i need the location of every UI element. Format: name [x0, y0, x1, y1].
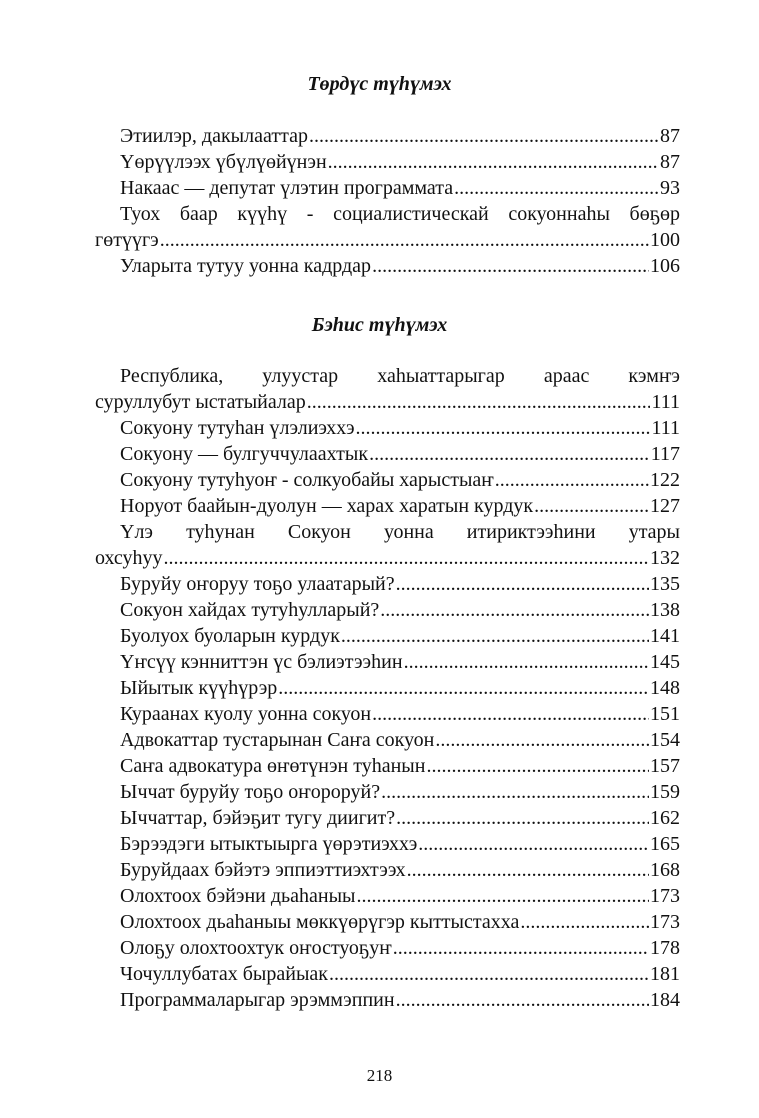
toc-entry-first-line: Туох баар күүһү - социалистическай сокуоннаһы бөҕөр	[120, 203, 680, 225]
toc-entry-title: Накаас — депутат үлэтин программата	[120, 177, 454, 199]
toc-entry	[95, 123, 680, 149]
toc-entry	[95, 441, 680, 467]
leader-dots	[357, 883, 650, 909]
leader-dots	[278, 675, 649, 701]
toc-entry-title: Буруйдаах бэйэтэ эппиэттиэхтээх	[120, 859, 406, 881]
toc-page-number: 93	[660, 177, 680, 199]
toc-entry-title: Адвокаттар тустарынан Саҥа сокуон	[120, 729, 435, 751]
toc-entry-title: Сокуону тутуһуоҥ - солкуобайы харыстыаҥ	[120, 469, 494, 491]
toc-entry	[95, 727, 680, 753]
toc-entry-title: гөтүүгэ	[95, 229, 159, 251]
toc-entry	[95, 519, 680, 571]
toc-page-number: 159	[650, 781, 680, 803]
toc-page-number: 151	[650, 703, 680, 725]
toc-page-number: 87	[660, 125, 680, 147]
toc-entry	[95, 649, 680, 675]
toc-page-number: 154	[650, 729, 680, 751]
toc-page-number: 135	[650, 573, 680, 595]
leader-dots	[372, 253, 649, 279]
toc-entry-title: Кураанах куолу уонна сокуон	[120, 703, 372, 725]
leader-dots	[160, 227, 649, 253]
leader-dots	[520, 909, 649, 935]
toc-page-number: 141	[650, 625, 680, 647]
leader-dots	[356, 415, 651, 441]
toc-page-number: 138	[650, 599, 680, 621]
toc-entry	[95, 363, 680, 415]
toc-entry	[95, 805, 680, 831]
toc-entry	[95, 493, 680, 519]
leader-dots	[435, 727, 649, 753]
leader-dots	[426, 753, 649, 779]
toc-page-number: 145	[650, 651, 680, 673]
toc-page-number: 132	[650, 547, 680, 569]
toc-entry-title: суруллубут ыстатыйалар	[95, 391, 306, 413]
leader-dots	[396, 987, 649, 1013]
leader-dots	[309, 123, 659, 149]
toc-entry	[95, 597, 680, 623]
leader-dots	[369, 441, 650, 467]
toc-page-number: 162	[650, 807, 680, 829]
toc-entry	[95, 753, 680, 779]
toc-page-number: 122	[650, 469, 680, 491]
toc-entry	[95, 149, 680, 175]
toc-entry-title: Олохтоох дьаһаныы мөккүөрүгэр кыттыстахха	[120, 911, 520, 933]
leader-dots	[407, 857, 649, 883]
toc-entry-title: Сокуону — булгуччулаахтык	[120, 443, 369, 465]
toc-entry	[95, 779, 680, 805]
toc-page-number: 157	[650, 755, 680, 777]
toc-page-number: 168	[650, 859, 680, 881]
leader-dots	[495, 467, 649, 493]
toc-entry	[95, 961, 680, 987]
toc-entry-title: Уларыта тутуу уонна кадрдар	[120, 255, 372, 277]
leader-dots	[396, 571, 649, 597]
leader-dots	[380, 597, 649, 623]
section-title: Төрдүс түһүмэх	[307, 73, 452, 95]
toc-entry-title: Ыйытык күүһүрэр	[120, 677, 278, 699]
leader-dots	[393, 935, 649, 961]
leader-dots	[454, 175, 659, 201]
toc-entry-title: Олоҕу олохтоохтук оҥостуоҕуҥ	[120, 937, 392, 959]
toc-entry-title: Буруйу оҥоруу тоҕо улаатарый?	[120, 573, 395, 595]
leader-dots	[404, 649, 649, 675]
toc-entry	[95, 987, 680, 1013]
toc-entry	[95, 675, 680, 701]
leader-dots	[328, 149, 659, 175]
toc-page-number: 173	[650, 885, 680, 907]
toc-entry-title: Ыччаттар, бэйэҕит тугу диигит?	[120, 807, 396, 829]
leader-dots	[164, 545, 649, 571]
toc-entry-title: Этиилэр, дакылааттар	[120, 125, 308, 147]
toc-page-number: 111	[651, 391, 680, 413]
table-of-contents	[95, 123, 680, 279]
toc-entry-first-line: Республика, улуустар хаһыаттарыгар араас кэмҥэ	[120, 365, 680, 387]
toc-entry-title: Үөрүүлээх үбүлүөйүнэн	[120, 151, 327, 173]
leader-dots	[396, 805, 649, 831]
toc-entry-title: Программаларыгар эрэммэппин	[120, 989, 395, 1011]
toc-page-number: 117	[650, 443, 680, 465]
toc-entry	[95, 571, 680, 597]
table-of-contents	[95, 363, 680, 1013]
toc-entry	[95, 935, 680, 961]
toc-entry	[95, 415, 680, 441]
leader-dots	[418, 831, 649, 857]
toc-entry-title: Олохтоох бэйэни дьаһаныы	[120, 885, 356, 907]
toc-entry	[95, 201, 680, 253]
leader-dots	[329, 961, 649, 987]
toc-entry-title: Норуот баайын-дуолун — харах харатын курдук	[120, 495, 534, 517]
toc-entry	[95, 831, 680, 857]
toc-page-number: 181	[650, 963, 680, 985]
toc-page-number: 111	[651, 417, 680, 439]
toc-page-number: 184	[650, 989, 680, 1011]
toc-entry	[95, 467, 680, 493]
toc-entry-title: Ыччат буруйу тоҕо оҥороруй?	[120, 781, 381, 803]
toc-entry-title: Чочуллубатах бырайыак	[120, 963, 328, 985]
toc-page-number: 127	[650, 495, 680, 517]
toc-page-number: 173	[650, 911, 680, 933]
toc-entry-title: Үҥсүү кэнниттэн үс бэлиэтээһин	[120, 651, 403, 673]
toc-entry	[95, 175, 680, 201]
toc-entry-first-line: Үлэ туһунан Сокуон уонна итириктээһини утары	[120, 521, 680, 543]
toc-entry-title: Сокуон хайдах тутуһулларый?	[120, 599, 380, 621]
toc-entry	[95, 857, 680, 883]
page-number: 218	[366, 1066, 393, 1085]
toc-page-number: 148	[650, 677, 680, 699]
toc-entry	[95, 253, 680, 279]
leader-dots	[307, 389, 651, 415]
section-title: Бэһис түһүмэх	[311, 314, 448, 336]
toc-entry-title: Сокуону тутуһан үлэлиэххэ	[120, 417, 355, 439]
toc-entry-title: охсуһуу	[95, 547, 163, 569]
toc-entry	[95, 909, 680, 935]
toc-entry	[95, 883, 680, 909]
toc-entry-title: Саҥа адвокатура өҥөтүнэн туһанын	[120, 755, 426, 777]
toc-page-number: 178	[650, 937, 680, 959]
leader-dots	[341, 623, 649, 649]
toc-page-number: 100	[650, 229, 680, 251]
toc-entry-title: Буолуох буоларын курдук	[120, 625, 340, 647]
toc-page-number: 106	[650, 255, 680, 277]
toc-entry-title: Бэрээдэги ытыктыырга үөрэтиэххэ	[120, 833, 418, 855]
toc-entry	[95, 623, 680, 649]
leader-dots	[534, 493, 649, 519]
toc-page-number: 87	[660, 151, 680, 173]
leader-dots	[381, 779, 649, 805]
leader-dots	[372, 701, 649, 727]
toc-entry	[95, 701, 680, 727]
toc-page-number: 165	[650, 833, 680, 855]
